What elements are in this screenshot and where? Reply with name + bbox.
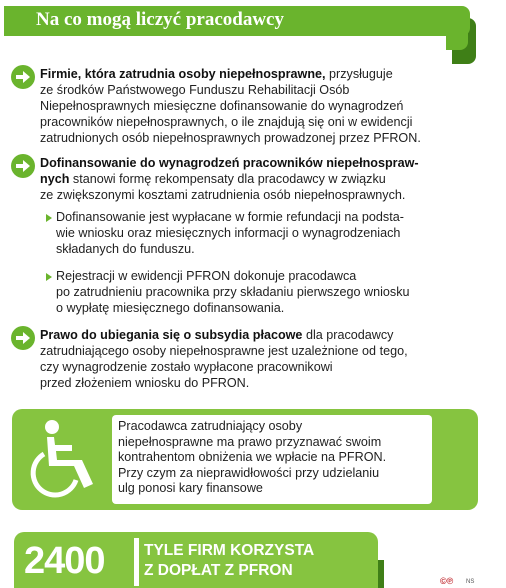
header-tab [446,10,468,50]
info-line-4: Przy czym za nieprawidłowości przy udzielaniu [118,465,380,480]
stat-number: 2400 [24,540,105,582]
section-1-line-1: Firmie, która zatrudnia osoby niepełnosprawne, przysługuje [40,67,393,81]
info-line-3: kontrahentom obniżenia we wpłacie na PFRON. [118,450,387,465]
copyright-mark: ©℗ [440,576,454,586]
info-line-1: Pracodawca zatrudniający osoby [118,419,303,433]
triangle-bullet-icon [46,214,52,222]
wheelchair-icon [30,418,100,500]
bullet-2-line-1: Rejestracji w ewidencji PFRON dokonuje pracodawca [56,269,357,283]
copyright-ns: NS [466,579,475,585]
triangle-bullet-icon [46,273,52,281]
bullet-2-line-2: po zatrudnieniu pracownika przy składaniu pierwszego wniosku [56,285,410,299]
bullet-1-line-1: Dofinansowanie jest wypłacane w formie refundacji na podsta- [56,210,404,224]
section-2-line-2: nych stanowi formę rekompensaty dla pracodawcy w związku [40,172,386,186]
bullet-1-line-3: składanych do funduszu. [56,242,195,256]
section-1-line-5: zatrudnionych osób niepełnosprawnych prowadzonej przez PFRON. [40,131,421,145]
info-line-2: niepełnosprawne ma prawo przyznawać swoim [118,434,382,449]
section-2-line-3: ze zwiększonymi kosztami zatrudnienia osób niepełnosprawnych. [40,188,406,202]
info-line-5: ulg ponosi kary finansowe [118,481,263,496]
section-2-line-1: Dofinansowanie do wynagrodzeń pracowników niepełnospraw- [40,156,419,170]
section-3-line-1: Prawo do ubiegania się o subsydia płacowe dla pracodawcy [40,328,394,342]
info-text [118,419,428,497]
page-title: Na co mogą liczyć pracodawcy [36,9,284,30]
section-3-line-4: przed złożeniem wniosku do PFRON. [40,376,250,390]
stat-label-line-2: Z DOPŁAT Z PFRON [144,562,293,579]
section-3-line-3: czy wynagrodzenie zostało wypłacone pracownikowi [40,360,333,374]
bullet-2-line-3: o wypłatę miesięcznego dofinansowania. [56,301,285,315]
section-1-line-3: Niepełnosprawnych miesięczne dofinansowanie do wynagrodzeń [40,99,404,113]
stat-divider [134,538,139,586]
stat-label-line-1: TYLE FIRM KORZYSTA [144,542,315,559]
arrow-right-icon [10,153,36,179]
section-1-line-2: ze środków Państwowego Funduszu Rehabilitacji Osób [40,83,350,97]
section-3-line-2: zatrudniającego osoby niepełnosprawne jest uzależnione od tego, [40,344,408,358]
arrow-right-icon [10,325,36,351]
arrow-right-icon [10,64,36,90]
section-1-line-4: pracowników niepełnosprawnych, o ile znajdują się oni w ewidencji [40,115,413,129]
bullet-1-line-2: wie wniosku oraz miesięcznych informacji o wynagrodzeniach [56,226,401,240]
